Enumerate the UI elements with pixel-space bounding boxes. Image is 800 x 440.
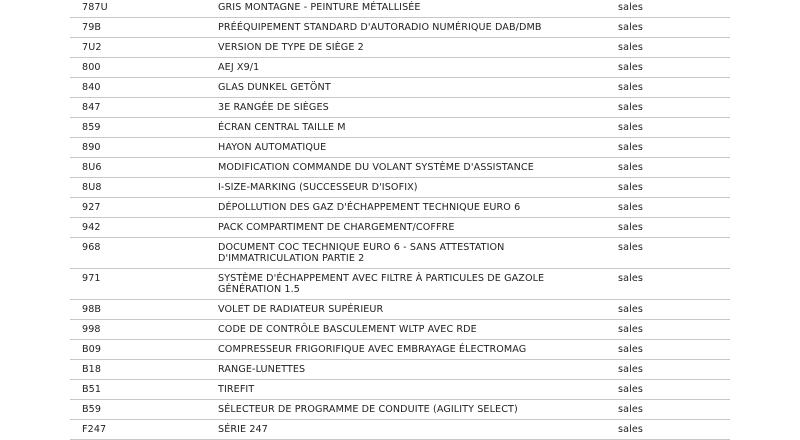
table-row [70, 300, 730, 320]
option-description: ÉCRAN CENTRAL TAILLE M [218, 122, 346, 133]
option-description: COMPRESSEUR FRIGORIFIQUE AVEC EMBRAYAGE ÉLECTROMAG [218, 344, 527, 355]
option-description: PRÉÉQUIPEMENT STANDARD D'AUTORADIO NUMÉRIQUE DAB/DMB [218, 22, 542, 33]
option-code: 968 [82, 242, 101, 253]
option-description: VERSION DE TYPE DE SIÈGE 2 [218, 42, 364, 53]
option-code: 8U6 [82, 162, 102, 173]
option-type: sales [618, 2, 643, 13]
option-type: sales [618, 182, 643, 193]
option-type: sales [618, 424, 643, 435]
option-code: 998 [82, 324, 101, 335]
option-code: 840 [82, 82, 101, 93]
option-description: SÉLECTEUR DE PROGRAMME DE CONDUITE (AGILITY SELECT) [218, 404, 518, 415]
option-type: sales [618, 304, 643, 315]
table-row [70, 78, 730, 98]
option-type: sales [618, 324, 643, 335]
option-type: sales [618, 142, 643, 153]
option-description: 3E RANGÉE DE SIÈGES [218, 102, 329, 113]
option-description: DÉPOLLUTION DES GAZ D'ÉCHAPPEMENT TECHNIQUE EURO 6 [218, 202, 521, 213]
option-code: 800 [82, 62, 101, 73]
table-row [70, 420, 730, 440]
table-row [70, 218, 730, 238]
option-code: B51 [82, 384, 102, 395]
option-description: I-SIZE-MARKING (SUCCESSEUR D'ISOFIX) [218, 182, 418, 193]
option-type: sales [618, 122, 643, 133]
options-table [70, 0, 730, 440]
option-type: sales [618, 22, 643, 33]
option-code: 942 [82, 222, 101, 233]
table-row [70, 58, 730, 78]
option-description: MODIFICATION COMMANDE DU VOLANT SYSTÈME D'ASSISTANCE [218, 162, 534, 173]
option-type: sales [618, 42, 643, 53]
option-code: B59 [82, 404, 102, 415]
table-row [70, 269, 730, 300]
option-code: 859 [82, 122, 101, 133]
table-row [70, 98, 730, 118]
option-type: sales [618, 242, 643, 253]
option-description: HAYON AUTOMATIQUE [218, 142, 327, 153]
table-row [70, 138, 730, 158]
option-description: DOCUMENT COC TECHNIQUE EURO 6 - SANS ATTESTATION D'IMMATRICULATION PARTIE 2 [218, 242, 505, 264]
option-code: 98B [82, 304, 102, 315]
option-code: 79B [82, 22, 102, 33]
option-code: B18 [82, 364, 102, 375]
option-type: sales [618, 62, 643, 73]
table-row [70, 38, 730, 58]
option-code: 8U8 [82, 182, 102, 193]
option-type: sales [618, 384, 643, 395]
option-type: sales [618, 82, 643, 93]
option-description: VOLET DE RADIATEUR SUPÉRIEUR [218, 304, 384, 315]
option-code: 971 [82, 273, 101, 284]
table-row [70, 18, 730, 38]
option-description: RANGE-LUNETTES [218, 364, 306, 375]
option-description: SYSTÈME D'ÉCHAPPEMENT AVEC FILTRE À PARTICULES DE GAZOLE GÉNÉRATION 1.5 [218, 273, 545, 295]
option-description: PACK COMPARTIMENT DE CHARGEMENT/COFFRE [218, 222, 455, 233]
option-code: F247 [82, 424, 107, 435]
table-row [70, 400, 730, 420]
option-description: SÉRIE 247 [218, 424, 268, 435]
option-type: sales [618, 404, 643, 415]
table-row [70, 118, 730, 138]
option-type: sales [618, 202, 643, 213]
option-code: 890 [82, 142, 101, 153]
option-code: 7U2 [82, 42, 102, 53]
option-description: GRIS MONTAGNE - PEINTURE MÉTALLISÉE [218, 2, 421, 13]
table-row [70, 0, 730, 18]
table-row [70, 158, 730, 178]
option-description: CODE DE CONTRÔLE BASCULEMENT WLTP AVEC RDE [218, 324, 477, 335]
table-row [70, 178, 730, 198]
option-code: 787U [82, 2, 108, 13]
option-type: sales [618, 273, 643, 284]
option-type: sales [618, 364, 643, 375]
table-row [70, 360, 730, 380]
option-description: TIREFIT [218, 384, 255, 395]
table-row [70, 198, 730, 218]
table-row [70, 340, 730, 360]
table-row [70, 320, 730, 340]
table-row [70, 238, 730, 269]
table-row [70, 380, 730, 400]
option-code: B09 [82, 344, 102, 355]
option-code: 927 [82, 202, 101, 213]
option-code: 847 [82, 102, 101, 113]
option-description: AEJ X9/1 [218, 62, 260, 73]
option-type: sales [618, 344, 643, 355]
option-description: GLAS DUNKEL GETÖNT [218, 82, 331, 93]
option-type: sales [618, 102, 643, 113]
option-type: sales [618, 222, 643, 233]
option-type: sales [618, 162, 643, 173]
